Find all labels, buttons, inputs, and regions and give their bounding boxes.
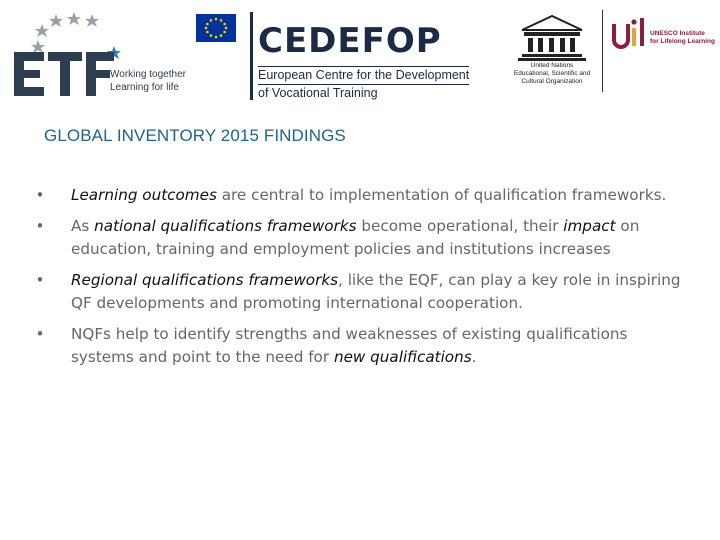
unesco-logo bbox=[508, 14, 600, 104]
cedefop-wordmark: CEDEFOP bbox=[258, 21, 442, 61]
highlighted-term: impact bbox=[563, 216, 616, 235]
cedefop-line-2: of Vocational Training bbox=[258, 84, 469, 102]
finding-item bbox=[30, 215, 690, 262]
finding-text: on education, training and employment policies and institutions increases bbox=[71, 216, 640, 258]
bullet-marker: • bbox=[35, 324, 45, 343]
eu-flag-icon bbox=[196, 14, 236, 42]
unesco-temple-icon bbox=[508, 14, 596, 62]
finding-text: , like the EQF, can play a key role in inspiring QF developments and promoting international cooperation. bbox=[71, 270, 681, 312]
finding-text: become operational, their bbox=[356, 216, 564, 235]
highlighted-term: Regional qualifications frameworks bbox=[71, 270, 339, 289]
highlighted-term: new qualifications bbox=[333, 348, 472, 366]
findings-list bbox=[30, 184, 690, 377]
cedefop-logo bbox=[196, 10, 474, 102]
finding-item bbox=[30, 269, 690, 316]
bullet-marker: • bbox=[35, 216, 45, 235]
unesco-caption: United Nations Educational, Scientific and Cultural Organization bbox=[513, 62, 591, 85]
etf-tagline: Working together Learning for life bbox=[110, 69, 186, 93]
uil-logo bbox=[610, 14, 720, 64]
unesco-divider bbox=[602, 10, 603, 92]
finding-text: NQFs help to identify strengths and weaknesses of existing qualifications systems and point to the need for bbox=[71, 324, 628, 366]
uil-caption: UNESCO Institute for Lifelong Learning bbox=[650, 30, 715, 45]
bullet-marker: • bbox=[35, 186, 45, 204]
cedefop-divider bbox=[250, 12, 253, 100]
finding-item bbox=[30, 184, 690, 208]
finding-text: are central to implementation of qualification frameworks. bbox=[216, 186, 667, 204]
logo-strip bbox=[0, 0, 720, 110]
highlighted-term: Learning outcomes bbox=[71, 186, 217, 204]
uil-mark-icon bbox=[610, 14, 650, 54]
highlighted-term: national qualifications frameworks bbox=[94, 216, 357, 235]
cedefop-fullname bbox=[258, 66, 469, 102]
finding-text: . bbox=[471, 348, 477, 366]
finding-item bbox=[30, 323, 690, 370]
bullet-marker: • bbox=[35, 270, 45, 289]
etf-logo bbox=[10, 8, 200, 103]
slide-title: GLOBAL INVENTORY 2015 FINDINGS bbox=[44, 126, 346, 145]
cedefop-line-1: European Centre for the Development bbox=[258, 68, 470, 82]
finding-text: As bbox=[71, 216, 95, 235]
